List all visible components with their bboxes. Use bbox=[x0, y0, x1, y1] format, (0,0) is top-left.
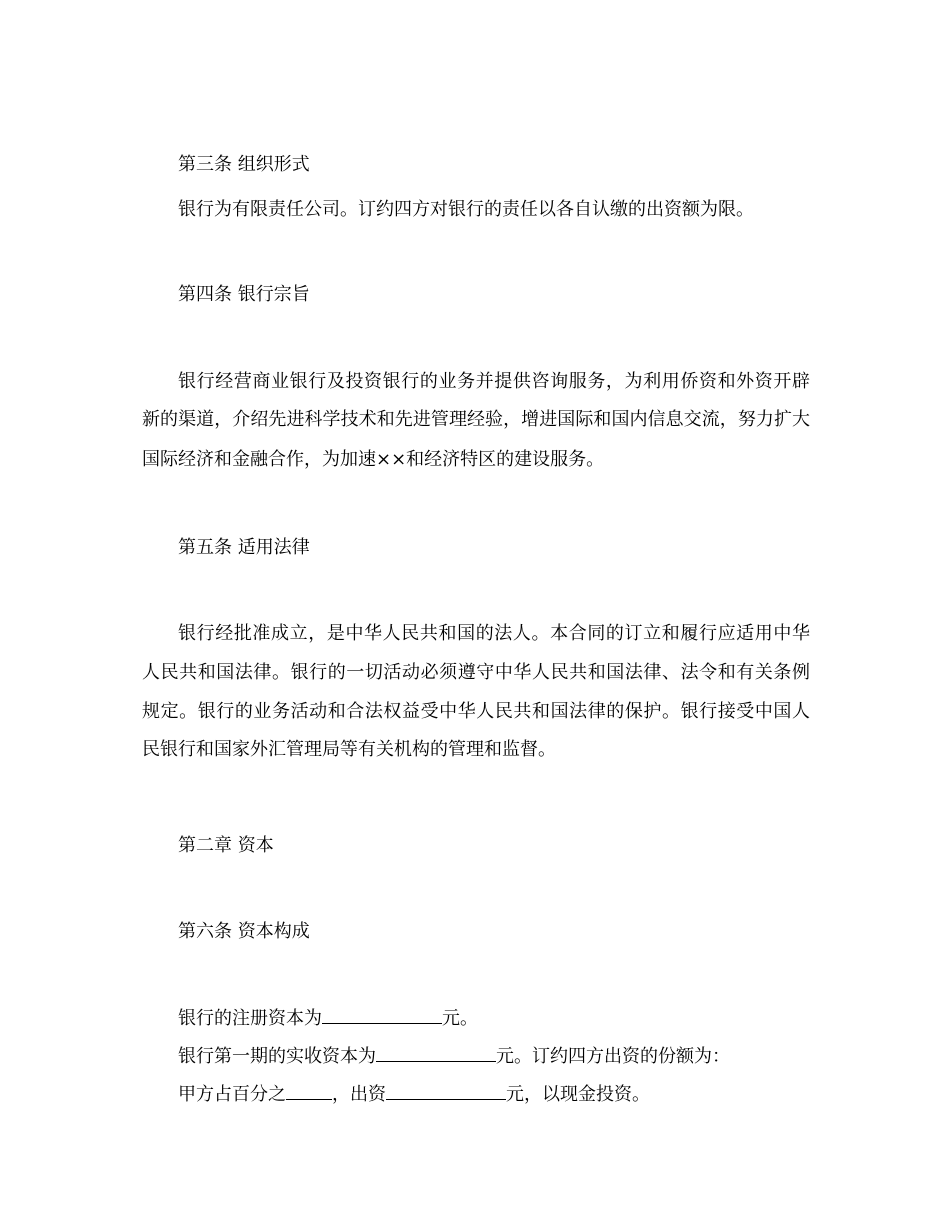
registered-capital-blank[interactable] bbox=[322, 1007, 442, 1024]
text: 甲方占百分之 bbox=[178, 1084, 286, 1105]
party-a-share-line bbox=[178, 1083, 650, 1105]
text: 银行第一期的实收资本为 bbox=[178, 1046, 376, 1067]
chapter-2-heading: 第二章 资本 bbox=[178, 835, 274, 856]
party-a-percent-blank[interactable] bbox=[286, 1083, 332, 1100]
article-5-line: 民银行和国家外汇管理局等有关机构的管理和监督。 bbox=[142, 739, 556, 760]
text: 元。 bbox=[442, 1008, 478, 1029]
article-4-line: 国际经济和金融合作，为加速××和经济特区的建设服务。 bbox=[142, 449, 605, 470]
article-5-line: 人民共和国法律。银行的一切活动必须遵守中华人民共和国法律、法令和有关条例 bbox=[142, 662, 810, 683]
text: 元，以现金投资。 bbox=[506, 1084, 650, 1105]
paid-in-capital-line bbox=[178, 1045, 730, 1067]
article-4-line: 新的渠道，介绍先进科学技术和先进管理经验，增进国际和国内信息交流，努力扩大 bbox=[142, 409, 810, 430]
article-4-heading: 第四条 银行宗旨 bbox=[178, 284, 310, 305]
article-5-line: 银行经批准成立，是中华人民共和国的法人。本合同的订立和履行应适用中华 bbox=[178, 623, 810, 644]
text: ，出资 bbox=[332, 1084, 386, 1105]
party-a-amount-blank[interactable] bbox=[386, 1083, 506, 1100]
registered-capital-line bbox=[178, 1007, 478, 1029]
article-5-heading: 第五条 适用法律 bbox=[178, 537, 310, 558]
article-3-heading: 第三条 组织形式 bbox=[178, 154, 310, 175]
text: 银行的注册资本为 bbox=[178, 1008, 322, 1029]
article-6-heading: 第六条 资本构成 bbox=[178, 921, 310, 942]
article-4-line: 银行经营商业银行及投资银行的业务并提供咨询服务，为利用侨资和外资开辟 bbox=[178, 371, 810, 392]
paid-in-capital-blank[interactable] bbox=[376, 1045, 496, 1062]
article-3-body: 银行为有限责任公司。订约四方对银行的责任以各自认缴的出资额为限。 bbox=[178, 199, 754, 220]
text: 元。订约四方出资的份额为： bbox=[496, 1046, 730, 1067]
article-5-line: 规定。银行的业务活动和合法权益受中华人民共和国法律的保护。银行接受中国人 bbox=[142, 701, 810, 722]
